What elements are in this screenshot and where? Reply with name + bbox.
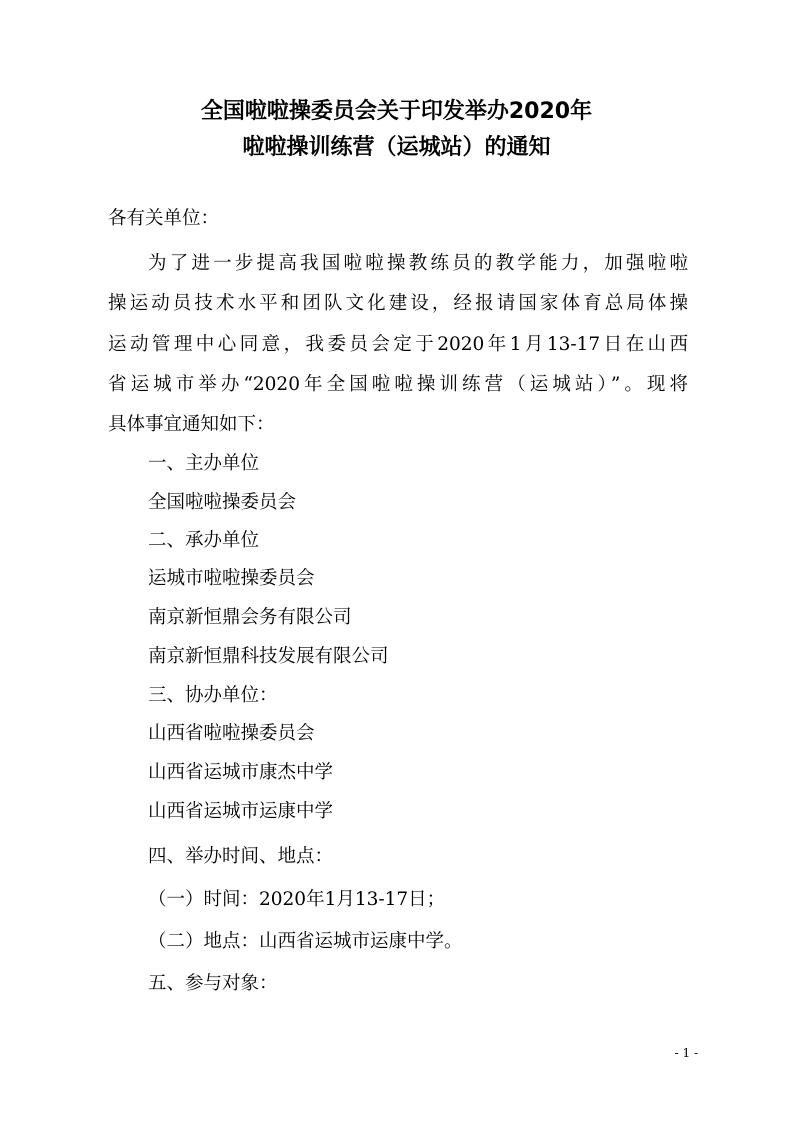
host-item: 南京新恒鼎科技发展有限公司	[148, 646, 389, 667]
intro-paragraph-line-4: 省运城市举办“2020年全国啦啦操训练营（运城站）”。现将	[108, 374, 688, 395]
section-heading-organizer: 一、主办单位	[148, 453, 260, 474]
host-item: 运城市啦啦操委员会	[148, 568, 315, 589]
document-title-line-2: 啦啦操训练营（运城站）的通知	[242, 135, 551, 160]
section-heading-time-place: 四、举办时间、地点：	[148, 846, 334, 867]
intro-paragraph-line-5: 具体事宜通知如下：	[108, 414, 275, 435]
event-place: （二）地点：山西省运城市运康中学。	[148, 931, 463, 952]
page-number: - 1 -	[674, 1046, 698, 1060]
co-organizer-item: 山西省运城市康杰中学	[148, 762, 334, 783]
co-organizer-item: 山西省运城市运康中学	[148, 801, 334, 822]
section-heading-host: 二、承办单位	[148, 530, 260, 551]
intro-paragraph-line-3: 运动管理中心同意，我委员会定于2020年1月13-17日在山西	[108, 334, 688, 355]
salutation: 各有关单位：	[108, 208, 220, 229]
section-heading-participants: 五、参与对象：	[148, 973, 278, 994]
intro-paragraph-line-2: 操运动员技术水平和团队文化建设，经报请国家体育总局体操	[108, 293, 688, 314]
intro-paragraph-line-1: 为了进一步提高我国啦啦操教练员的教学能力，加强啦啦	[148, 253, 688, 274]
document-title-line-1: 全国啦啦操委员会关于印发举办2020年	[200, 99, 593, 124]
host-item: 南京新恒鼎会务有限公司	[148, 607, 352, 628]
section-heading-co-organizer: 三、协办单位：	[148, 685, 278, 706]
organizer-name: 全国啦啦操委员会	[148, 492, 297, 513]
event-time: （一）时间：2020年1月13-17日；	[148, 889, 446, 910]
co-organizer-item: 山西省啦啦操委员会	[148, 723, 315, 744]
